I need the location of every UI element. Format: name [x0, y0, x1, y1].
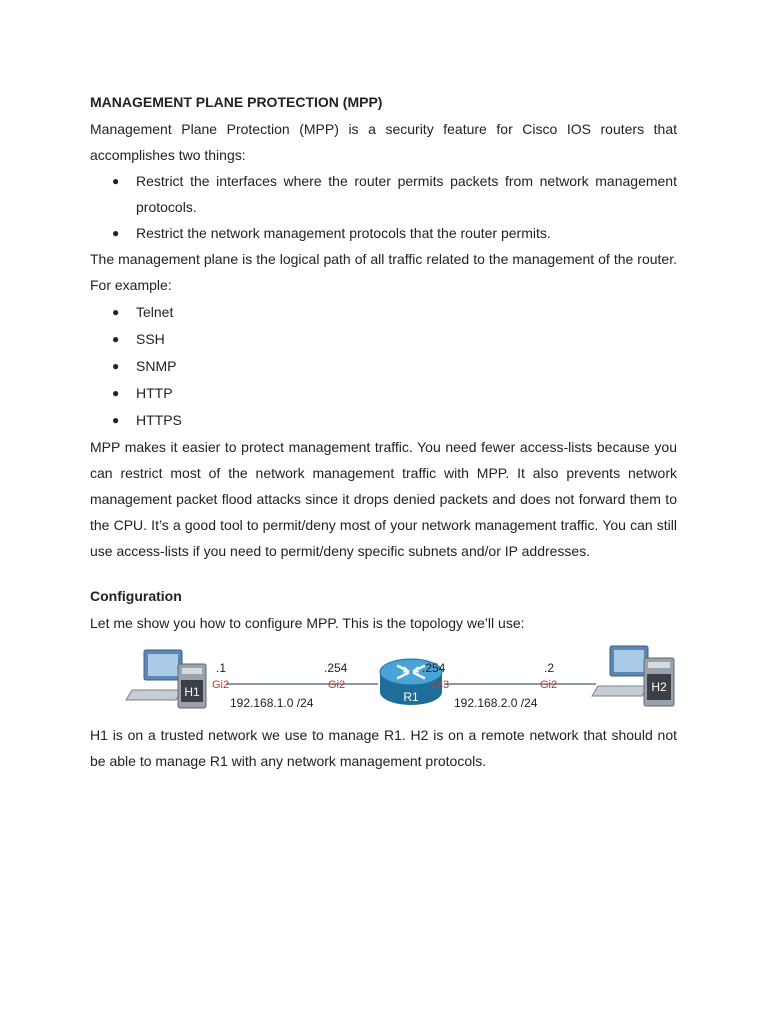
section-heading-mpp: MANAGEMENT PLANE PROTECTION (MPP) [90, 94, 383, 110]
feature-list [90, 168, 677, 246]
h2-interface-label: Gi2 [540, 679, 558, 691]
bullet-icon: ● [112, 305, 120, 319]
bullet-icon: ● [112, 359, 120, 373]
h1-label: H1 [184, 685, 200, 699]
h1-computer-icon [126, 650, 206, 708]
r1-label: R1 [403, 690, 419, 704]
right-network-label: 192.168.2.0 /24 [454, 696, 538, 710]
list-item: ● SNMP [90, 353, 677, 380]
r1-left-interface-label: Gi2 [328, 679, 346, 691]
network-topology-diagram [126, 644, 686, 716]
bullet-icon: ● [112, 386, 120, 400]
h1-ip-label: .1 [216, 661, 227, 675]
bullet-icon: ● [112, 174, 120, 188]
list-item: ● Telnet [90, 299, 677, 326]
topology-svg [126, 644, 686, 716]
configuration-outro: H1 is on a trusted network we use to manage R1. H2 is on a remote network that should not be able to manage R1 with any network management protocols. [90, 727, 677, 769]
h2-computer-icon [592, 646, 674, 706]
h1-interface-label: Gi2 [212, 679, 230, 691]
bullet-icon: ● [112, 413, 120, 427]
h2-label: H2 [651, 680, 667, 694]
h2-ip-label: .2 [544, 661, 555, 675]
r1-right-interface-label: Gi3 [432, 679, 450, 691]
list-item: ● HTTP [90, 380, 677, 407]
mpp-paragraph: MPP makes it easier to protect management traffic. You need fewer access-lists because you can restrict most of the network management traffic with MPP. It also prevents network management packet flood attacks since it drops denied packets and does not forward them to the CPU. It’s a good tool to permit/deny most of your network management traffic. You can still use access-lists if you need to permit/deny specific subnets and/or IP addresses. [90, 439, 677, 559]
management-plane-paragraph: The management plane is the logical path of all traffic related to the management of the router. For example: [90, 251, 677, 293]
list-item: ● Restrict the interfaces where the router permits packets from network management protocols. [90, 168, 677, 220]
bullet-icon: ● [112, 332, 120, 346]
configuration-intro: Let me show you how to configure MPP. This is the topology we’ll use: [90, 615, 525, 631]
spacer [90, 564, 677, 586]
list-item: ● HTTPS [90, 407, 677, 434]
list-item: ● SSH [90, 326, 677, 353]
document-page [90, 92, 677, 774]
list-item: ● Restrict the network management protocols that the router permits. [90, 220, 677, 246]
r1-left-ip-label: .254 [324, 661, 348, 675]
section-heading-configuration: Configuration [90, 588, 182, 604]
r1-right-ip-label: .254 [422, 661, 446, 675]
intro-paragraph: Management Plane Protection (MPP) is a security feature for Cisco IOS routers that accomplishes two things: [90, 121, 677, 163]
bullet-icon: ● [112, 226, 120, 240]
left-network-label: 192.168.1.0 /24 [230, 696, 314, 710]
protocol-list [90, 299, 677, 434]
